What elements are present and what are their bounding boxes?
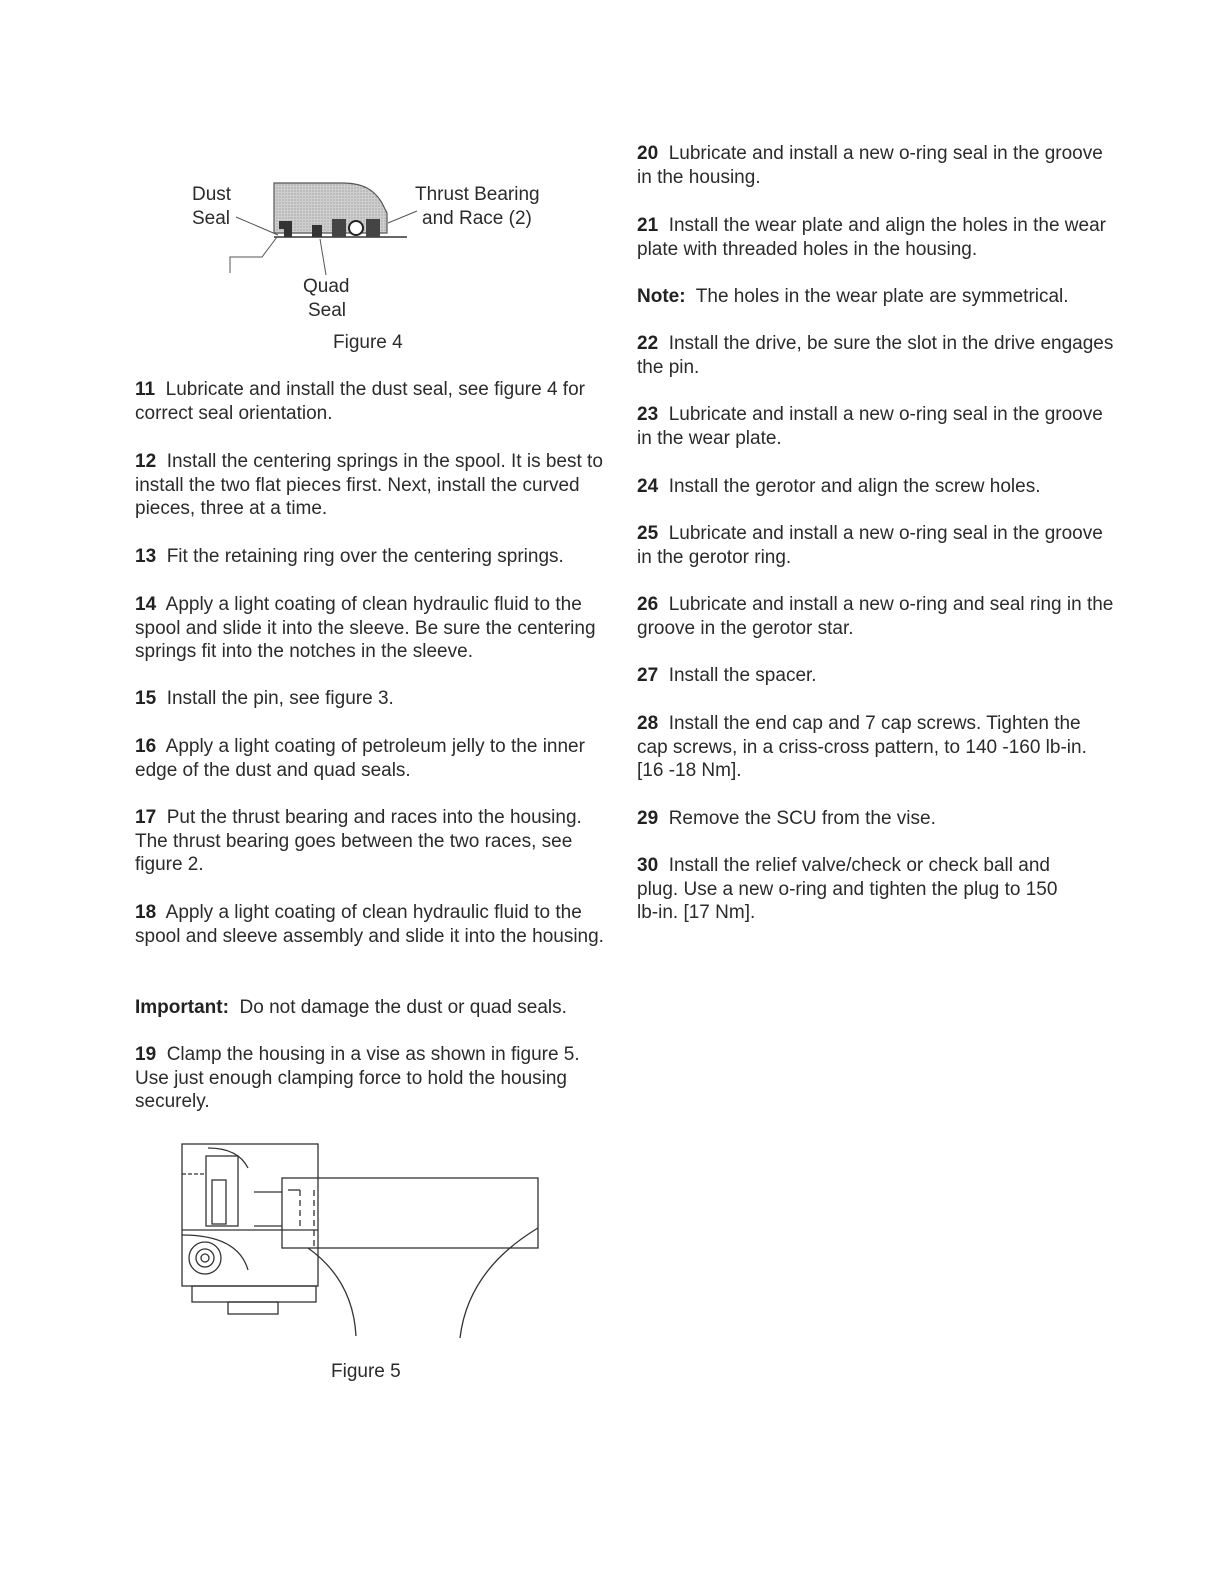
step-16: 16 Apply a light coating of petroleum jelly to the inner edge of the dust and quad seals.: [135, 736, 585, 781]
step-13: 13 Fit the retaining ring over the centering springs.: [135, 546, 564, 567]
figure-4-caption: Figure 4: [333, 332, 403, 353]
step-21: 21 Install the wear plate and align the holes in the wear plate with threaded holes in the housing.: [637, 215, 1106, 260]
figure-5-caption: Figure 5: [331, 1361, 401, 1382]
step-17: 17 Put the thrust bearing and races into the housing. The thrust bearing goes between the two races, see figure 2.: [135, 807, 582, 875]
thrust-bearing-label-line1: Thrust Bearing: [415, 184, 540, 205]
step-23: 23 Lubricate and install a new o-ring seal in the groove in the wear plate.: [637, 404, 1103, 449]
quad-seal-label-line1: Quad: [303, 276, 350, 297]
step-22: 22 Install the drive, be sure the slot in the drive engages the pin.: [637, 333, 1114, 378]
step-27: 27 Install the spacer.: [637, 665, 817, 686]
step-26: 26 Lubricate and install a new o-ring and seal ring in the groove in the gerotor star.: [637, 594, 1114, 639]
quad-seal-label-line2: Seal: [308, 300, 347, 321]
step-24: 24 Install the gerotor and align the screw holes.: [637, 476, 1041, 497]
step-29: 29 Remove the SCU from the vise.: [637, 808, 936, 829]
housing-in-vise-drawing: [178, 1140, 548, 1340]
step-20: 20 Lubricate and install a new o-ring seal in the groove in the housing.: [637, 143, 1103, 188]
step-15: 15 Install the pin, see figure 3.: [135, 688, 394, 709]
important-note: Important: Do not damage the dust or quad seals.: [135, 997, 567, 1018]
step-30: 30 Install the relief valve/check or check ball and plug. Use a new o-ring and tighten the plug to 150 lb-in. [17 Nm].: [637, 855, 1058, 923]
seal-cross-section-drawing: [222, 175, 462, 285]
step-14: 14 Apply a light coating of clean hydraulic fluid to the spool and slide it into the sleeve. Be sure the centering springs fit into the notches in the sleeve.: [135, 594, 596, 662]
step-28: 28 Install the end cap and 7 cap screws. Tighten the cap screws, in a criss-cross pattern, to 140 -160 lb-in. [16 -18 Nm].: [637, 713, 1087, 781]
step-11: 11 Lubricate and install the dust seal, see figure 4 for correct seal orientation.: [135, 379, 585, 424]
dust-seal-label-line1: Dust: [192, 184, 232, 205]
step-19: 19 Clamp the housing in a vise as shown in figure 5. Use just enough clamping force to hold the housing securely.: [135, 1044, 580, 1112]
note: Note: The holes in the wear plate are symmetrical.: [637, 286, 1069, 307]
step-25: 25 Lubricate and install a new o-ring seal in the groove in the gerotor ring.: [637, 523, 1103, 568]
step-12: 12 Install the centering springs in the spool. It is best to install the two flat pieces first. Next, install the curved pieces, three at a time.: [135, 451, 603, 519]
dust-seal-label-line2: Seal: [192, 208, 231, 229]
step-18: 18 Apply a light coating of clean hydraulic fluid to the spool and sleeve assembly and slide it into the housing.: [135, 902, 604, 947]
thrust-bearing-label-line2: and Race (2): [422, 208, 532, 229]
